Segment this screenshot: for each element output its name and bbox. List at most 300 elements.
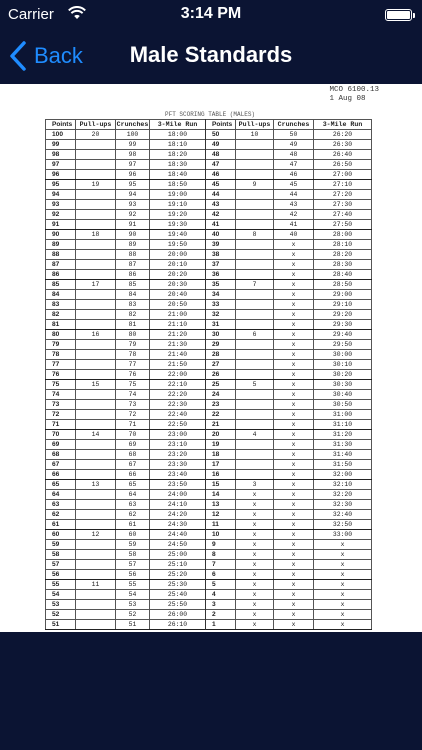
cell-points: 26: [206, 370, 236, 380]
cell-points: 16: [206, 470, 236, 480]
cell-run: 33:00: [314, 530, 372, 540]
cell-points: 49: [206, 140, 236, 150]
cell-run: x: [314, 610, 372, 620]
cell-run: x: [314, 620, 372, 630]
cell-points: 82: [46, 310, 76, 320]
cell-pullups: [236, 370, 274, 380]
cell-crunches: 98: [116, 150, 150, 160]
battery-icon: [385, 9, 412, 21]
cell-pullups: 11: [76, 580, 116, 590]
cell-crunches: 42: [274, 210, 314, 220]
cell-crunches: x: [274, 610, 314, 620]
cell-crunches: 91: [116, 220, 150, 230]
cell-pullups: 7: [236, 280, 274, 290]
cell-crunches: 88: [116, 250, 150, 260]
cell-pullups: [76, 400, 116, 410]
cell-pullups: x: [236, 580, 274, 590]
cell-pullups: [236, 420, 274, 430]
table-row: [46, 490, 372, 500]
cell-run: 22:00: [150, 370, 206, 380]
cell-points: 22: [206, 410, 236, 420]
cell-pullups: [76, 340, 116, 350]
table-row: [46, 510, 372, 520]
cell-run: 24:20: [150, 510, 206, 520]
table-row: [46, 610, 372, 620]
cell-crunches: x: [274, 600, 314, 610]
cell-run: 27:10: [314, 180, 372, 190]
cell-pullups: 5: [236, 380, 274, 390]
table-row: [46, 600, 372, 610]
cell-pullups: x: [236, 610, 274, 620]
table-row: [46, 200, 372, 210]
cell-crunches: 73: [116, 400, 150, 410]
cell-run: 24:30: [150, 520, 206, 530]
cell-points: 4: [206, 590, 236, 600]
cell-pullups: x: [236, 540, 274, 550]
cell-points: 93: [46, 200, 76, 210]
cell-crunches: 53: [116, 600, 150, 610]
cell-pullups: [76, 140, 116, 150]
cell-pullups: [236, 210, 274, 220]
cell-crunches: 95: [116, 180, 150, 190]
cell-run: 31:00: [314, 410, 372, 420]
cell-run: 23:10: [150, 440, 206, 450]
cell-run: 32:10: [314, 480, 372, 490]
cell-points: 45: [206, 180, 236, 190]
table-row: [46, 480, 372, 490]
cell-crunches: 63: [116, 500, 150, 510]
cell-pullups: x: [236, 530, 274, 540]
cell-points: 64: [46, 490, 76, 500]
cell-points: 47: [206, 160, 236, 170]
cell-points: 95: [46, 180, 76, 190]
cell-pullups: [236, 200, 274, 210]
cell-points: 87: [46, 260, 76, 270]
cell-crunches: x: [274, 330, 314, 340]
table-row: [46, 520, 372, 530]
cell-pullups: [76, 210, 116, 220]
cell-pullups: x: [236, 560, 274, 570]
cell-run: 28:30: [314, 260, 372, 270]
cell-points: 72: [46, 410, 76, 420]
cell-crunches: 94: [116, 190, 150, 200]
cell-crunches: 68: [116, 450, 150, 460]
cell-crunches: x: [274, 460, 314, 470]
cell-run: 20:00: [150, 250, 206, 260]
cell-run: 28:20: [314, 250, 372, 260]
cell-pullups: [76, 510, 116, 520]
cell-pullups: [76, 370, 116, 380]
cell-run: 29:50: [314, 340, 372, 350]
cell-points: 69: [46, 440, 76, 450]
cell-run: 22:30: [150, 400, 206, 410]
cell-pullups: 6: [236, 330, 274, 340]
cell-crunches: 71: [116, 420, 150, 430]
cell-run: 29:10: [314, 300, 372, 310]
cell-points: 24: [206, 390, 236, 400]
cell-run: 19:10: [150, 200, 206, 210]
cell-run: 23:40: [150, 470, 206, 480]
cell-pullups: [236, 190, 274, 200]
cell-crunches: 56: [116, 570, 150, 580]
cell-points: 38: [206, 250, 236, 260]
cell-run: 25:30: [150, 580, 206, 590]
cell-points: 15: [206, 480, 236, 490]
cell-pullups: [236, 250, 274, 260]
cell-points: 80: [46, 330, 76, 340]
cell-run: 20:10: [150, 260, 206, 270]
cell-crunches: 55: [116, 580, 150, 590]
cell-points: 6: [206, 570, 236, 580]
cell-points: 17: [206, 460, 236, 470]
cell-points: 90: [46, 230, 76, 240]
header-run: 3-Mile Run: [150, 120, 206, 130]
table-row: [46, 280, 372, 290]
cell-pullups: [76, 320, 116, 330]
cell-crunches: x: [274, 580, 314, 590]
cell-crunches: 75: [116, 380, 150, 390]
cell-crunches: 100: [116, 130, 150, 140]
cell-run: 27:50: [314, 220, 372, 230]
cell-crunches: x: [274, 360, 314, 370]
cell-crunches: x: [274, 500, 314, 510]
cell-run: 30:00: [314, 350, 372, 360]
cell-pullups: [236, 290, 274, 300]
cell-run: 22:40: [150, 410, 206, 420]
cell-pullups: x: [236, 490, 274, 500]
cell-run: 26:00: [150, 610, 206, 620]
cell-pullups: [76, 160, 116, 170]
cell-run: 19:30: [150, 220, 206, 230]
cell-pullups: x: [236, 620, 274, 630]
cell-crunches: x: [274, 400, 314, 410]
header-points: Points: [46, 120, 76, 130]
cell-pullups: [76, 270, 116, 280]
cell-run: x: [314, 600, 372, 610]
cell-pullups: [76, 520, 116, 530]
table-row: [46, 570, 372, 580]
cell-points: 50: [206, 130, 236, 140]
cell-pullups: [236, 450, 274, 460]
cell-pullups: [76, 260, 116, 270]
cell-pullups: [236, 460, 274, 470]
cell-crunches: 76: [116, 370, 150, 380]
cell-run: 21:40: [150, 350, 206, 360]
table-row: [46, 150, 372, 160]
cell-run: 25:50: [150, 600, 206, 610]
table-row: [46, 450, 372, 460]
cell-crunches: x: [274, 260, 314, 270]
cell-points: 92: [46, 210, 76, 220]
cell-pullups: [236, 350, 274, 360]
table-row: [46, 460, 372, 470]
cell-points: 51: [46, 620, 76, 630]
cell-pullups: 15: [76, 380, 116, 390]
cell-pullups: x: [236, 600, 274, 610]
header-crunches: Crunches: [274, 120, 314, 130]
table-row: [46, 180, 372, 190]
order-date: 1 Aug 08: [329, 95, 366, 103]
cell-run: 28:50: [314, 280, 372, 290]
cell-points: 13: [206, 500, 236, 510]
cell-points: 14: [206, 490, 236, 500]
cell-run: 26:40: [314, 150, 372, 160]
page-title: Male Standards: [129, 42, 293, 67]
cell-crunches: 61: [116, 520, 150, 530]
cell-run: 20:40: [150, 290, 206, 300]
cell-run: 22:50: [150, 420, 206, 430]
cell-pullups: [236, 140, 274, 150]
cell-run: 31:20: [314, 430, 372, 440]
cell-points: 42: [206, 210, 236, 220]
table-row: [46, 140, 372, 150]
cell-pullups: [236, 400, 274, 410]
cell-run: 28:00: [314, 230, 372, 240]
cell-crunches: 85: [116, 280, 150, 290]
cell-crunches: x: [274, 240, 314, 250]
cell-crunches: x: [274, 550, 314, 560]
back-label: Back: [34, 43, 83, 68]
cell-pullups: [236, 310, 274, 320]
cell-points: 73: [46, 400, 76, 410]
cell-run: 20:20: [150, 270, 206, 280]
cell-pullups: [76, 410, 116, 420]
table-row: [46, 350, 372, 360]
cell-run: 25:10: [150, 560, 206, 570]
table-title: PFT SCORING TABLE (MALES): [165, 111, 256, 118]
cell-pullups: [236, 360, 274, 370]
cell-run: 23:00: [150, 430, 206, 440]
table-row: [46, 540, 372, 550]
cell-points: 20: [206, 430, 236, 440]
table-row: [46, 410, 372, 420]
cell-points: 25: [206, 380, 236, 390]
cell-run: 29:40: [314, 330, 372, 340]
table-row: [46, 470, 372, 480]
cell-crunches: 46: [274, 170, 314, 180]
cell-crunches: 59: [116, 540, 150, 550]
cell-pullups: [236, 320, 274, 330]
cell-run: 32:00: [314, 470, 372, 480]
cell-crunches: 77: [116, 360, 150, 370]
cell-crunches: 54: [116, 590, 150, 600]
cell-pullups: [76, 600, 116, 610]
cell-crunches: 72: [116, 410, 150, 420]
cell-run: 21:30: [150, 340, 206, 350]
cell-crunches: 40: [274, 230, 314, 240]
cell-crunches: 43: [274, 200, 314, 210]
cell-run: x: [314, 590, 372, 600]
cell-points: 35: [206, 280, 236, 290]
cell-pullups: [236, 270, 274, 280]
cell-pullups: [76, 250, 116, 260]
cell-pullups: [236, 220, 274, 230]
cell-crunches: x: [274, 410, 314, 420]
cell-crunches: x: [274, 520, 314, 530]
cell-points: 30: [206, 330, 236, 340]
cell-points: 18: [206, 450, 236, 460]
table-row: [46, 160, 372, 170]
cell-crunches: 51: [116, 620, 150, 630]
cell-run: 23:20: [150, 450, 206, 460]
cell-run: 18:00: [150, 130, 206, 140]
cell-points: 89: [46, 240, 76, 250]
cell-pullups: x: [236, 510, 274, 520]
cell-run: 31:50: [314, 460, 372, 470]
cell-points: 52: [46, 610, 76, 620]
cell-crunches: 45: [274, 180, 314, 190]
cell-crunches: x: [274, 270, 314, 280]
cell-crunches: x: [274, 340, 314, 350]
table-row: [46, 400, 372, 410]
bottom-area: [0, 632, 422, 750]
table-row: [46, 430, 372, 440]
cell-run: 23:50: [150, 480, 206, 490]
cell-points: 57: [46, 560, 76, 570]
table-row: [46, 300, 372, 310]
cell-points: 54: [46, 590, 76, 600]
cell-run: 19:20: [150, 210, 206, 220]
cell-run: 27:00: [314, 170, 372, 180]
cell-points: 19: [206, 440, 236, 450]
cell-run: 24:50: [150, 540, 206, 550]
cell-crunches: 80: [116, 330, 150, 340]
cell-run: 26:20: [314, 130, 372, 140]
table-row: [46, 580, 372, 590]
cell-crunches: 52: [116, 610, 150, 620]
cell-crunches: 47: [274, 160, 314, 170]
cell-run: x: [314, 550, 372, 560]
cell-points: 99: [46, 140, 76, 150]
cell-pullups: [76, 460, 116, 470]
cell-pullups: 4: [236, 430, 274, 440]
cell-crunches: x: [274, 420, 314, 430]
cell-points: 68: [46, 450, 76, 460]
table-row: [46, 340, 372, 350]
document-view[interactable]: [0, 84, 422, 632]
cell-crunches: 58: [116, 550, 150, 560]
cell-pullups: 19: [76, 180, 116, 190]
cell-crunches: 41: [274, 220, 314, 230]
table-row: [46, 270, 372, 280]
cell-crunches: 74: [116, 390, 150, 400]
pft-scoring-table: [45, 119, 372, 630]
cell-points: 78: [46, 350, 76, 360]
cell-pullups: [76, 590, 116, 600]
cell-pullups: [76, 540, 116, 550]
cell-points: 5: [206, 580, 236, 590]
cell-pullups: 14: [76, 430, 116, 440]
cell-crunches: 69: [116, 440, 150, 450]
table-row: [46, 360, 372, 370]
cell-crunches: x: [274, 320, 314, 330]
cell-crunches: x: [274, 290, 314, 300]
cell-run: 25:40: [150, 590, 206, 600]
cell-crunches: 92: [116, 210, 150, 220]
cell-pullups: [236, 390, 274, 400]
cell-pullups: 17: [76, 280, 116, 290]
table-row: [46, 390, 372, 400]
cell-points: 10: [206, 530, 236, 540]
cell-crunches: x: [274, 490, 314, 500]
cell-run: 32:50: [314, 520, 372, 530]
cell-crunches: 65: [116, 480, 150, 490]
cell-pullups: [76, 200, 116, 210]
navigation-bar: [0, 30, 422, 84]
table-row: [46, 440, 372, 450]
cell-pullups: 12: [76, 530, 116, 540]
cell-pullups: [76, 240, 116, 250]
cell-run: 18:50: [150, 180, 206, 190]
cell-points: 27: [206, 360, 236, 370]
cell-crunches: 97: [116, 160, 150, 170]
cell-run: 22:20: [150, 390, 206, 400]
cell-crunches: 99: [116, 140, 150, 150]
table-row: [46, 620, 372, 630]
cell-crunches: 96: [116, 170, 150, 180]
cell-crunches: 70: [116, 430, 150, 440]
cell-points: 41: [206, 220, 236, 230]
cell-pullups: 18: [76, 230, 116, 240]
cell-run: 18:30: [150, 160, 206, 170]
cell-pullups: [76, 190, 116, 200]
cell-points: 62: [46, 510, 76, 520]
cell-run: 31:10: [314, 420, 372, 430]
cell-run: 21:00: [150, 310, 206, 320]
table-row: [46, 260, 372, 270]
cell-points: 55: [46, 580, 76, 590]
cell-crunches: 64: [116, 490, 150, 500]
table-row: [46, 250, 372, 260]
cell-pullups: [76, 290, 116, 300]
cell-pullups: [76, 300, 116, 310]
cell-pullups: [236, 470, 274, 480]
cell-run: 32:20: [314, 490, 372, 500]
cell-pullups: 3: [236, 480, 274, 490]
table-row: [46, 210, 372, 220]
cell-crunches: x: [274, 530, 314, 540]
cell-crunches: 82: [116, 310, 150, 320]
cell-points: 96: [46, 170, 76, 180]
cell-pullups: [76, 490, 116, 500]
table-row: [46, 230, 372, 240]
cell-run: 32:40: [314, 510, 372, 520]
table-header-row: [46, 120, 372, 130]
cell-crunches: x: [274, 440, 314, 450]
cell-pullups: 16: [76, 330, 116, 340]
cell-pullups: x: [236, 520, 274, 530]
table-row: [46, 240, 372, 250]
cell-points: 53: [46, 600, 76, 610]
status-bar: [0, 0, 422, 30]
cell-pullups: [236, 150, 274, 160]
cell-run: x: [314, 560, 372, 570]
table-row: [46, 530, 372, 540]
cell-run: 30:40: [314, 390, 372, 400]
cell-points: 79: [46, 340, 76, 350]
cell-crunches: 79: [116, 340, 150, 350]
cell-run: 21:10: [150, 320, 206, 330]
cell-run: 30:50: [314, 400, 372, 410]
cell-points: 77: [46, 360, 76, 370]
cell-crunches: x: [274, 430, 314, 440]
cell-run: 31:40: [314, 450, 372, 460]
cell-crunches: x: [274, 280, 314, 290]
cell-crunches: x: [274, 380, 314, 390]
cell-pullups: 10: [236, 130, 274, 140]
cell-points: 39: [206, 240, 236, 250]
cell-run: 20:30: [150, 280, 206, 290]
